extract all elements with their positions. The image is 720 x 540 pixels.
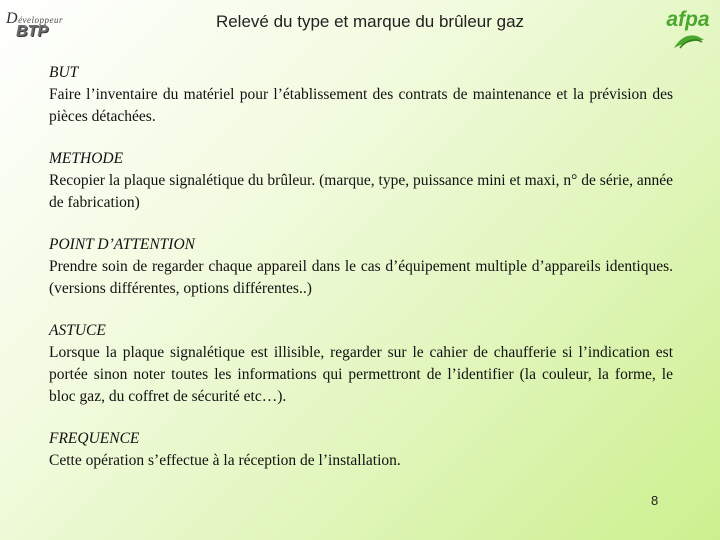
logo-btp-text: BTP bbox=[16, 23, 48, 40]
section-astuce bbox=[49, 320, 673, 408]
section-methode bbox=[49, 148, 673, 214]
section-heading: FREQUENCE bbox=[49, 430, 140, 447]
slide-content bbox=[49, 62, 673, 492]
section-but bbox=[49, 62, 673, 128]
section-frequence bbox=[49, 428, 673, 472]
slide-header bbox=[0, 0, 720, 52]
section-text: Lorsque la plaque signalétique est illisible, regarder sur le cahier de chaufferie si l’indication est portée sinon noter toutes les informations qui permettront de l’identifier (la couleur, la forme, le bloc gaz, du coffret de sécurité etc…). bbox=[49, 344, 673, 405]
section-text: Prendre soin de regarder chaque appareil dans le cas d’équipement multiple d’appareils identiques. (versions différentes, options différentes..) bbox=[49, 258, 673, 297]
section-point-attention bbox=[49, 234, 673, 300]
section-heading: BUT bbox=[49, 64, 79, 81]
page-number: 8 bbox=[651, 493, 659, 508]
section-text: Faire l’inventaire du matériel pour l’établissement des contrats de maintenance et la prévision des pièces détachées. bbox=[49, 86, 673, 125]
afpa-logo-text: afpa bbox=[666, 8, 710, 31]
logo-developpeur-initial: D bbox=[6, 10, 19, 27]
developpeur-btp-logo bbox=[6, 10, 70, 44]
afpa-logo bbox=[660, 4, 716, 50]
section-text: Recopier la plaque signalétique du brûleur. (marque, type, puissance mini et maxi, n° de série, année de fabrication) bbox=[49, 172, 673, 211]
section-heading: POINT D’ATTENTION bbox=[49, 236, 195, 253]
section-heading: ASTUCE bbox=[49, 322, 106, 339]
section-text: Cette opération s’effectue à la réception de l’installation. bbox=[49, 452, 401, 469]
slide-title: Relevé du type et marque du brûleur gaz bbox=[215, 12, 525, 31]
logo-developpeur-rest: éveloppeur bbox=[18, 15, 64, 25]
section-heading: METHODE bbox=[49, 150, 124, 167]
